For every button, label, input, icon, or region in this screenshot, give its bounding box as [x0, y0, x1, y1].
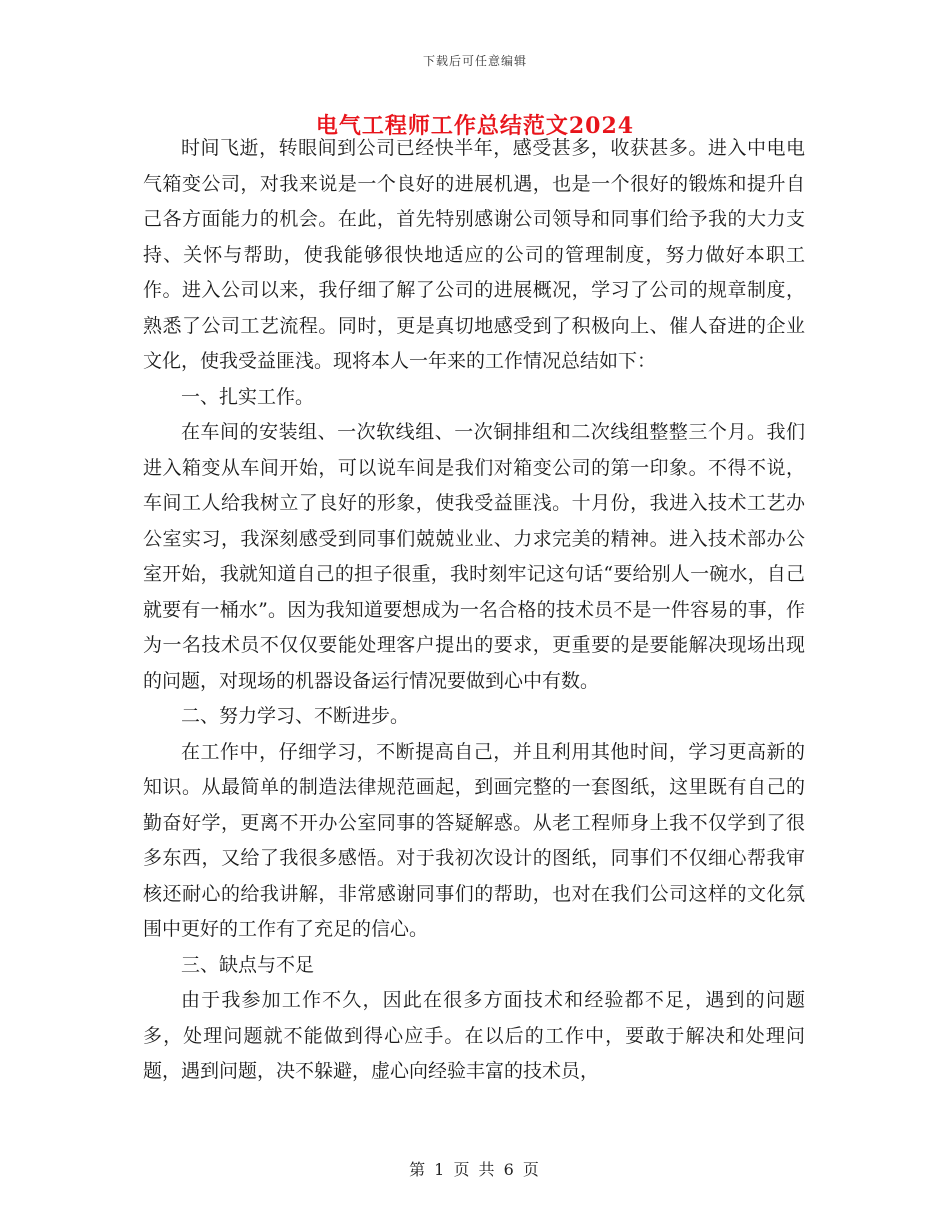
paragraph-section-3: 由于我参加工作不久，因此在很多方面技术和经验都不足，遇到的问题多，处理问题就不能做到得心应手。在以后的工作中，要敢于解决和处理问题，遇到问题，决不躲避，虚心向经验丰富的技术员，	[143, 989, 805, 1082]
document-body	[143, 131, 805, 1090]
header-note: 下载后可任意编辑	[422, 54, 527, 68]
document-title: 电气工程师工作总结范文2024	[315, 113, 635, 139]
section-heading-2: 二、努力学习、不断进步。	[181, 705, 410, 727]
paragraph-section-1: 在车间的安装组、一次软线组、一次铜排组和二次线组整整三个月。我们进入箱变从车间开始，可以说车间是我们对箱变公司的第一印象。不得不说，车间工人给我树立了良好的形象，使我受益匪浅。十月份，我进入技术工艺办公室实习，我深刻感受到同事们兢兢业业、力求完美的精神。进入技术部办公室开始，我就知道自己的担子很重，我时刻牢记这句话“要给别人一碗水，自己就要有一桶水”。因为我知道要想成为一名合格的技术员不是一件容易的事，作为一名技术员不仅仅要能处理客户提出的要求，更重要的是要能解决现场出现的问题，对现场的机器设备运行情况要做到心中有数。	[143, 421, 805, 692]
paragraph-section-2: 在工作中，仔细学习，不断提高自己，并且利用其他时间，学习更高新的知识。从最简单的制造法律规范画起，到画完整的一套图纸，这里既有自己的勤奋好学，更离不开办公室同事的答疑解惑。从老工程师身上我不仅学到了很多东西，又给了我很多感悟。对于我初次设计的图纸，同事们不仅细心帮我审核还耐心的给我讲解，非常感谢同事们的帮助，也对在我们公司这样的文化氛围中更好的工作有了充足的信心。	[143, 740, 805, 940]
section-heading-1: 一、扎实工作。	[181, 385, 315, 408]
section-heading-3: 三、缺点与不足	[181, 953, 315, 976]
page-number-footer: 第 1 页 共 6 页	[409, 1160, 541, 1179]
paragraph-intro: 时间飞逝，转眼间到公司已经快半年，感受甚多，收获甚多。进入中电电气箱变公司，对我来说是一个良好的进展机遇，也是一个很好的锻炼和提升自己各方面能力的机会。在此，首先特别感谢公司领导和同事们给予我的大力支持、关怀与帮助，使我能够很快地适应的公司的管理制度，努力做好本职工作。进入公司以来，我仔细了解了公司的进展概况，学习了公司的规章制度，熟悉了公司工艺流程。同时，更是真切地感受到了积极向上、催人奋进的企业文化，使我受益匪浅。现将本人一年来的工作情况总结如下：	[143, 137, 805, 372]
